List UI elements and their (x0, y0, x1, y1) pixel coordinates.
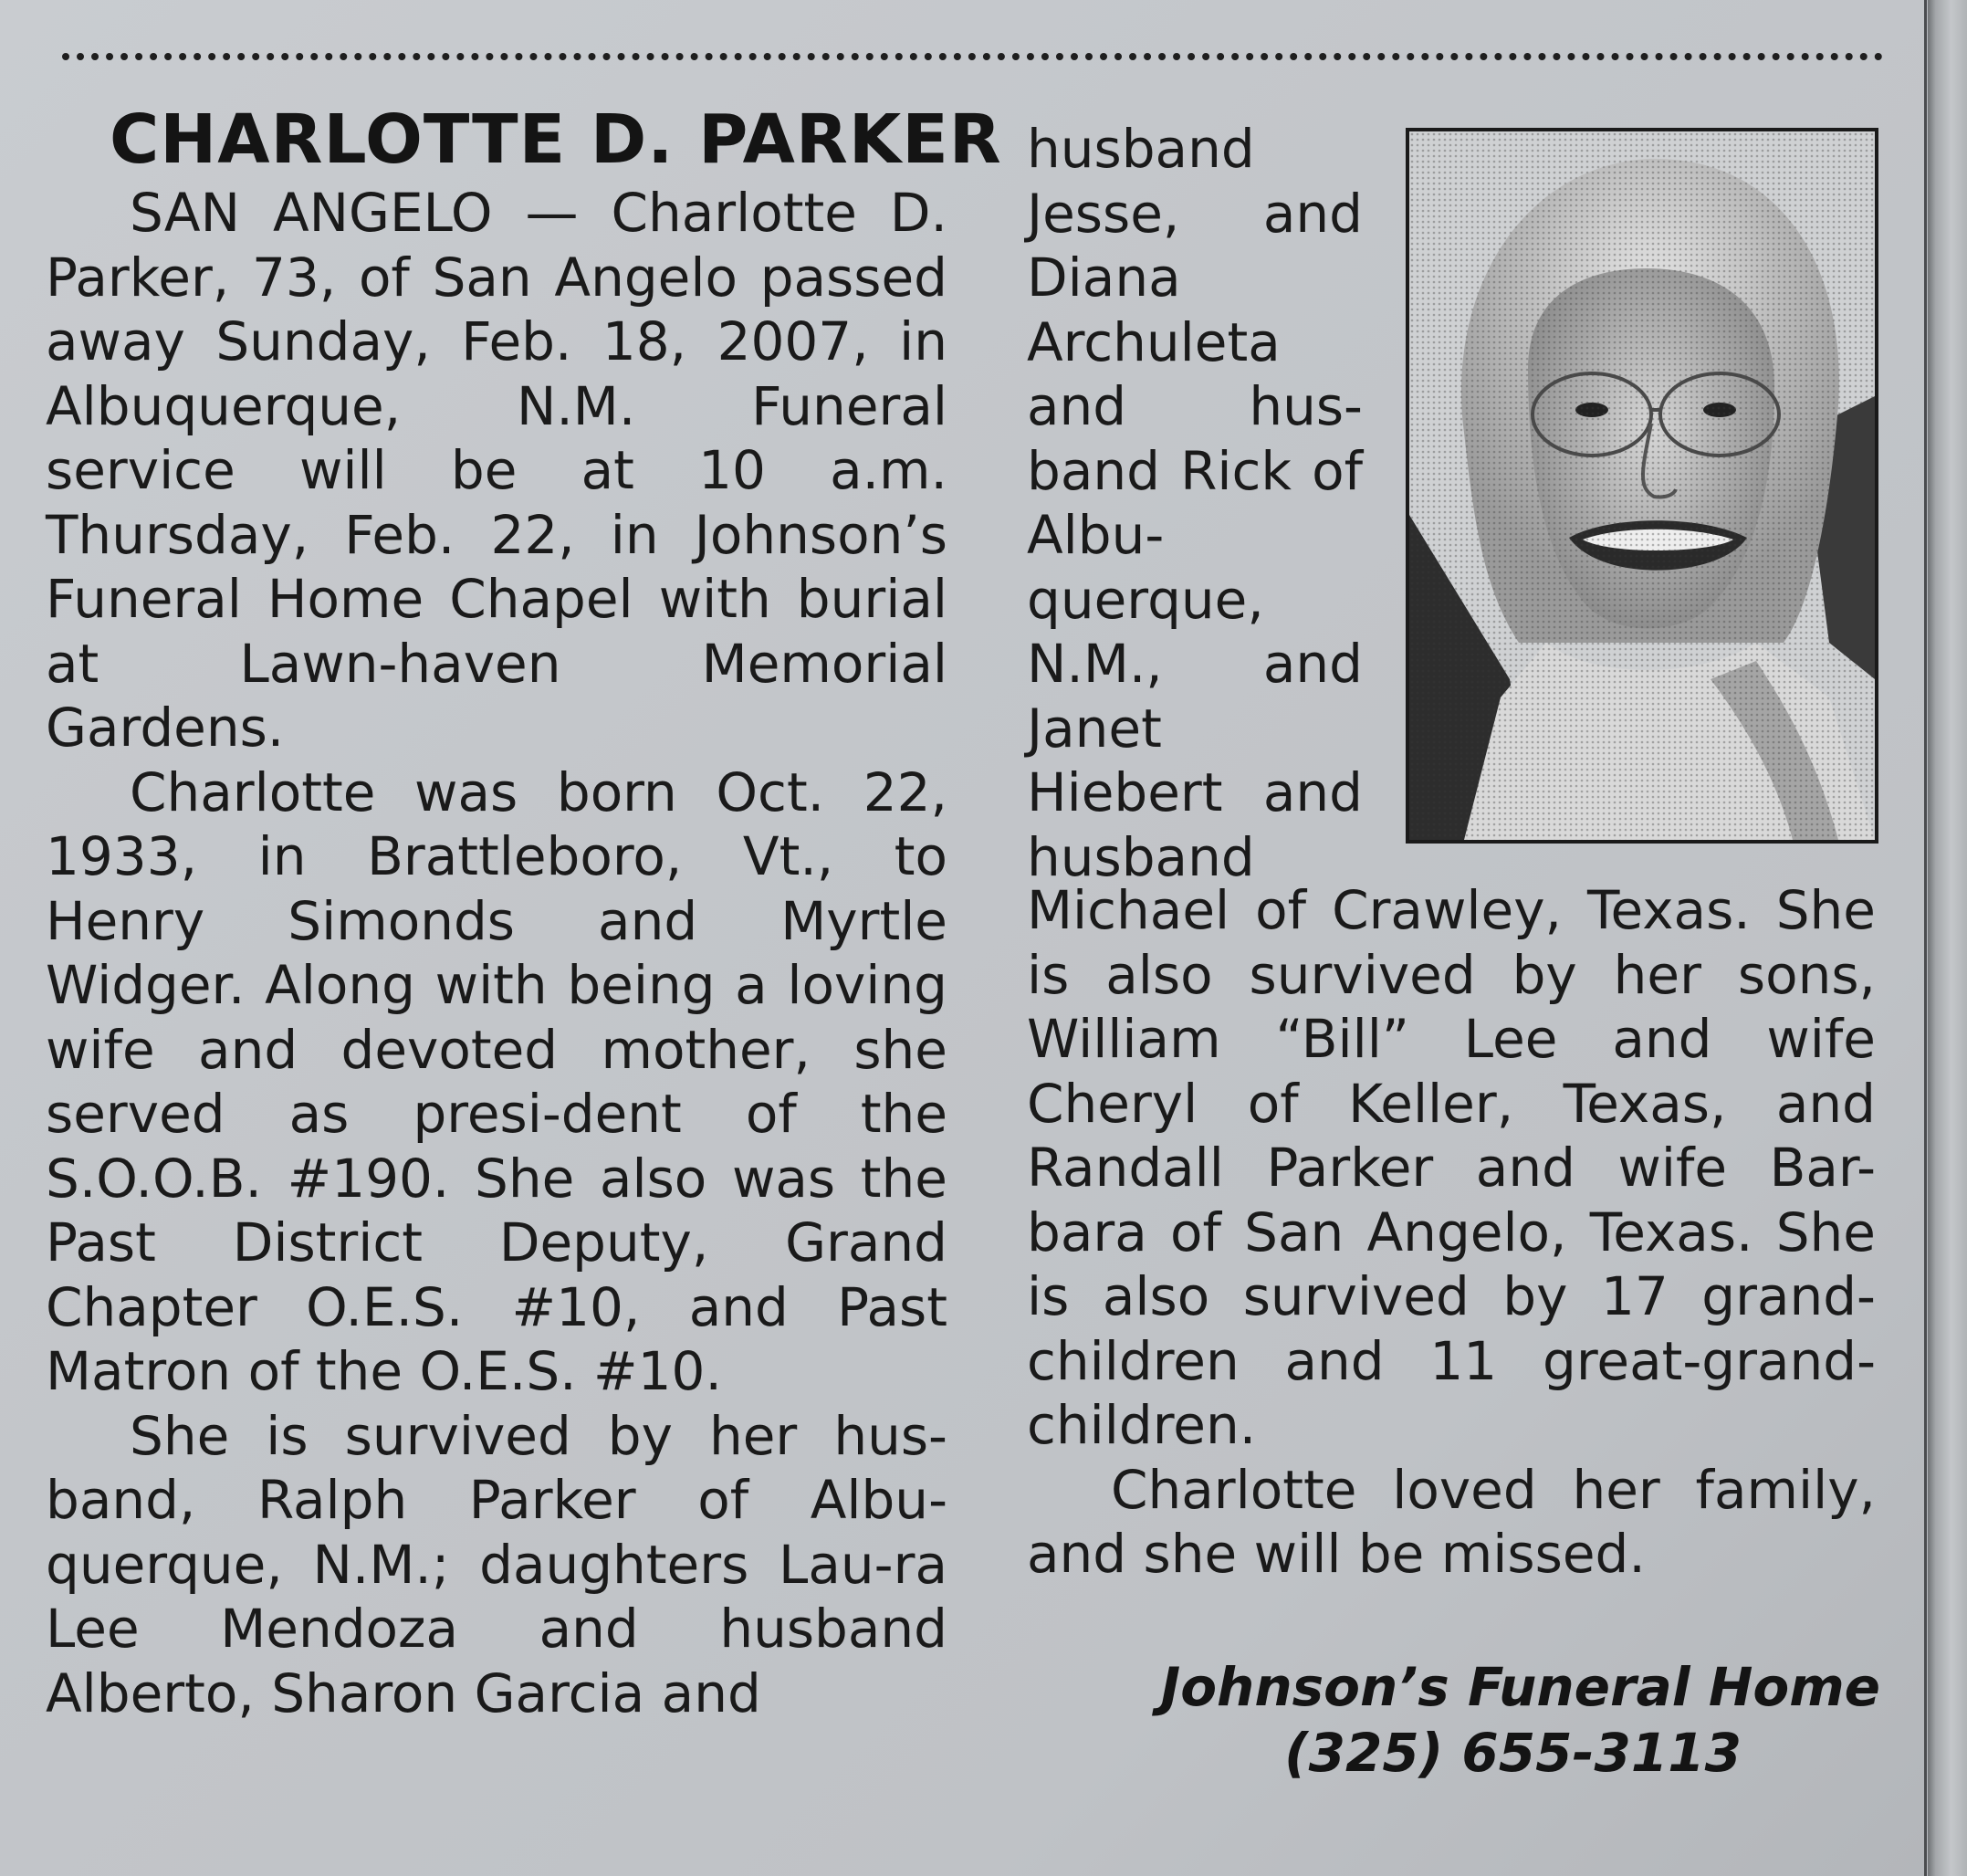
text-column-left (46, 181, 947, 1725)
paragraph-survivors-end: Michael of Crawley, Texas. She is also survived by her sons, William “Bill” Lee and wife Cheryl of Keller, Texas, and Randall Parker and wife Bar-bara of San Angelo, Texas. She is also survived by 17 grand-children and 11 great-grand-children. (1027, 879, 1876, 1456)
funeral-home-name: Johnson’s Funeral Home (1160, 1656, 1880, 1718)
obituary-name-heading: CHARLOTTE D. PARKER (110, 100, 1002, 179)
dotted-divider (62, 53, 1883, 60)
page-edge-shadow (1924, 0, 1927, 1876)
page-edge (1928, 0, 1967, 1876)
portrait-photo-icon (1406, 128, 1878, 844)
text-column-right-narrow (1027, 117, 1363, 889)
paragraph-survivors-middle: husband Jesse, and Diana Archuleta and hus-band Rick of Albu-querque, N.M., and Janet Hiebert and husband (1027, 118, 1363, 888)
paragraph-closing: Charlotte loved her family, and she will be missed. (1027, 1458, 1876, 1585)
paragraph-announcement: SAN ANGELO — Charlotte D. Parker, 73, of San Angelo passed away Sunday, Feb. 18, 2007, in Albuquerque, N.M. Funeral service will be at 10 a.m. Thursday, Feb. 22, in Johnson’s Funeral Home Chapel with burial at Lawn-haven Memorial Gardens. (46, 182, 947, 759)
text-column-right-wide (1027, 878, 1876, 1587)
paragraph-biography: Charlotte was born Oct. 22, 1933, in Brattleboro, Vt., to Henry Simonds and Myrtle Widger. Along with being a loving wife and devoted mother, she served as presi-dent of the S.O.O.B. #190. She also was the Past District Deputy, Grand Chapter O.E.S. #10, and Past Matron of the O.E.S. #10. (46, 760, 947, 1402)
paragraph-survivors-start: She is survived by her hus-band, Ralph Parker of Albu-querque, N.M.; daughters Lau-ra Lee Mendoza and husband Alberto, Sharon Garcia and (46, 1404, 947, 1724)
funeral-home-signature (1050, 1654, 1880, 1786)
funeral-home-phone: (325) 655-3113 (1284, 1722, 1742, 1784)
